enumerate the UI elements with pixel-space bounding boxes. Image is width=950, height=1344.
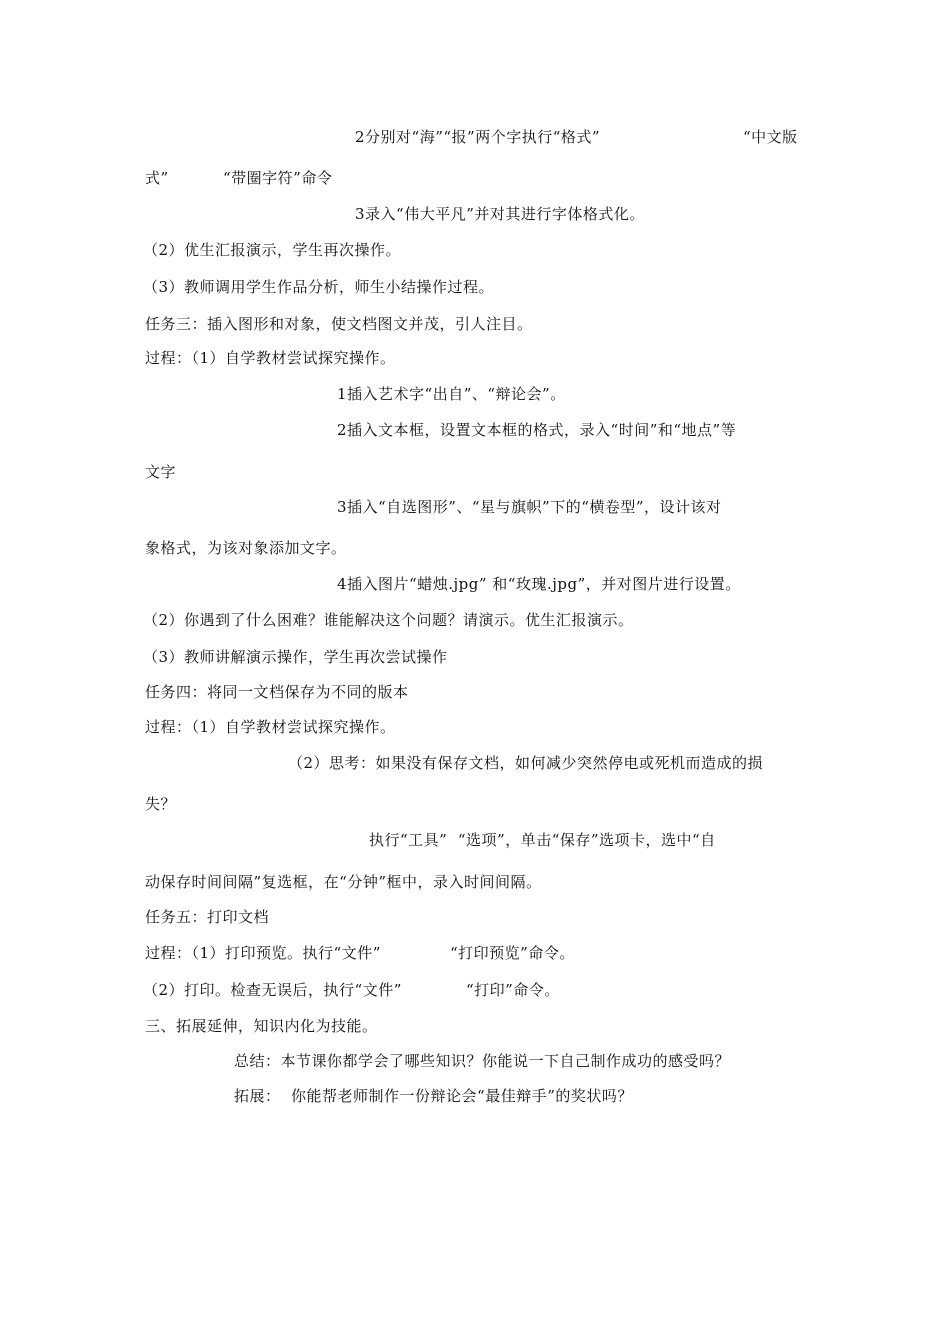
text-line: “带圈字符”命令 bbox=[223, 169, 333, 187]
text-line: 失？ bbox=[145, 795, 177, 813]
text-line: 过程：（1）打印预览。执行“文件” bbox=[145, 944, 381, 962]
text-line: 2插入文本框，设置文本框的格式，录入“时间”和“地点”等 bbox=[337, 421, 737, 439]
text-line: “打印”命令。 bbox=[466, 981, 560, 999]
text-line: 任务三：插入图形和对象，使文档图文并茂，引人注目。 bbox=[145, 315, 533, 333]
text-line: 过程：（1）自学教材尝试探究操作。 bbox=[145, 349, 396, 367]
text-line: 动保存时间间隔”复选框，在“分钟”框中，录入时间间隔。 bbox=[145, 873, 542, 891]
text-line: （2）你遇到了什么困难？谁能解决这个问题？请演示。优生汇报演示。 bbox=[143, 611, 634, 629]
text-line: 3录入“伟大平凡”并对其进行字体格式化。 bbox=[355, 205, 645, 223]
text-line: （2）思考：如果没有保存文档，如何减少突然停电或死机而造成的损 bbox=[288, 754, 764, 772]
text-line: 1插入艺术字“出自”、“辩论会”。 bbox=[337, 385, 566, 403]
text-line: 象格式，为该对象添加文字。 bbox=[145, 539, 347, 557]
text-line: （2）优生汇报演示，学生再次操作。 bbox=[143, 241, 402, 259]
text-line: 2分别对“海”“报”两个字执行“格式” bbox=[355, 128, 601, 146]
text-line: 3插入“自选图形”、“星与旗帜”下的“横卷型”，设计该对 bbox=[337, 498, 722, 516]
text-line: （2）打印。检查无误后，执行“文件” bbox=[143, 981, 402, 999]
text-line: “打印预览”命令。 bbox=[450, 944, 575, 962]
text-line: 执行“工具” “选项”，单击“保存”选项卡，选中“自 bbox=[369, 831, 716, 849]
text-line: 式” bbox=[145, 169, 169, 187]
text-line: 4插入图片“蜡烛.jpg” 和“玫瑰.jpg”，并对图片进行设置。 bbox=[337, 575, 741, 593]
text-line: 文字 bbox=[145, 463, 177, 481]
text-line: 任务五：打印文档 bbox=[145, 908, 270, 926]
text-line: 拓展： 你能帮老师制作一份辩论会“最佳辩手”的奖状吗？ bbox=[234, 1087, 633, 1105]
text-line: （3）教师讲解演示操作，学生再次尝试操作 bbox=[143, 648, 448, 666]
text-line: 三、拓展延伸，知识内化为技能。 bbox=[145, 1017, 378, 1035]
text-line: “中文版 bbox=[743, 128, 798, 146]
text-line: （3）教师调用学生作品分析，师生小结操作过程。 bbox=[143, 278, 495, 296]
text-line: 任务四：将同一文档保存为不同的版本 bbox=[145, 683, 409, 701]
text-line: 过程：（1）自学教材尝试探究操作。 bbox=[145, 718, 396, 736]
text-line: 总结：本节课你都学会了哪些知识？你能说一下自己制作成功的感受吗？ bbox=[234, 1052, 731, 1070]
